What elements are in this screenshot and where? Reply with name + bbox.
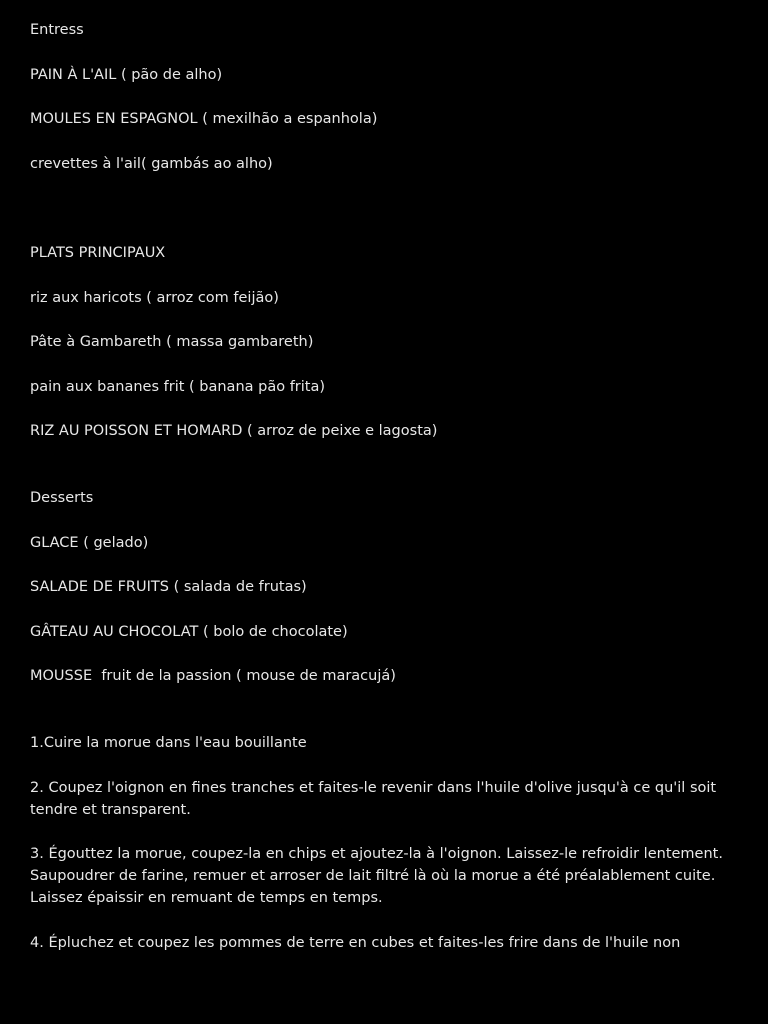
recipe-step: 2. Coupez l'oignon en fines tranches et faites-le revenir dans l'huile d'olive jusqu'à ce qu'il soit tendre et transparent. [30,779,717,818]
recipe-step: 4. Épluchez et coupez les pommes de terre en cubes et faites-les frire dans de l'huile non [30,934,681,951]
list-item: MOULES EN ESPAGNOL ( mexilhão a espanhola) [30,111,378,127]
list-item: SALADE DE FRUITS ( salada de frutas) [30,579,307,595]
list-item: GÂTEAU AU CHOCOLAT ( bolo de chocolate) [30,623,348,640]
list-item: MOUSSE fruit de la passion ( mouse de maracujá) [30,668,396,684]
list-item: pain aux bananes frit ( banana pão frita) [30,378,326,395]
entrees-heading: Entress [30,22,84,38]
list-item: Pâte à Gambareth ( massa gambareth) [30,334,314,350]
list-item: crevettes à l'ail( gambás ao alho) [30,155,273,172]
list-item: PAIN À L'AIL ( pão de alho) [30,66,223,83]
list-item: riz aux haricots ( arroz com feijão) [30,289,279,306]
desserts-heading: Desserts [30,490,94,506]
recipe-step: 3. Égouttez la morue, coupez-la en chips et ajoutez-la à l'oignon. Laissez-le refroidir lentement. Saupoudrer de farine, remuer et arroser de lait filtré là où la morue a été préalablement cuite. Laissez épaissir en remuant de temps en temps. [30,846,723,906]
list-item: RIZ AU POISSON ET HOMARD ( arroz de peixe e lagosta) [30,423,438,439]
plats-heading: PLATS PRINCIPAUX [30,245,166,261]
recipe-step: 1.Cuire la morue dans l'eau bouillante [30,735,307,751]
document-body [30,19,742,954]
list-item: GLACE ( gelado) [30,534,149,551]
